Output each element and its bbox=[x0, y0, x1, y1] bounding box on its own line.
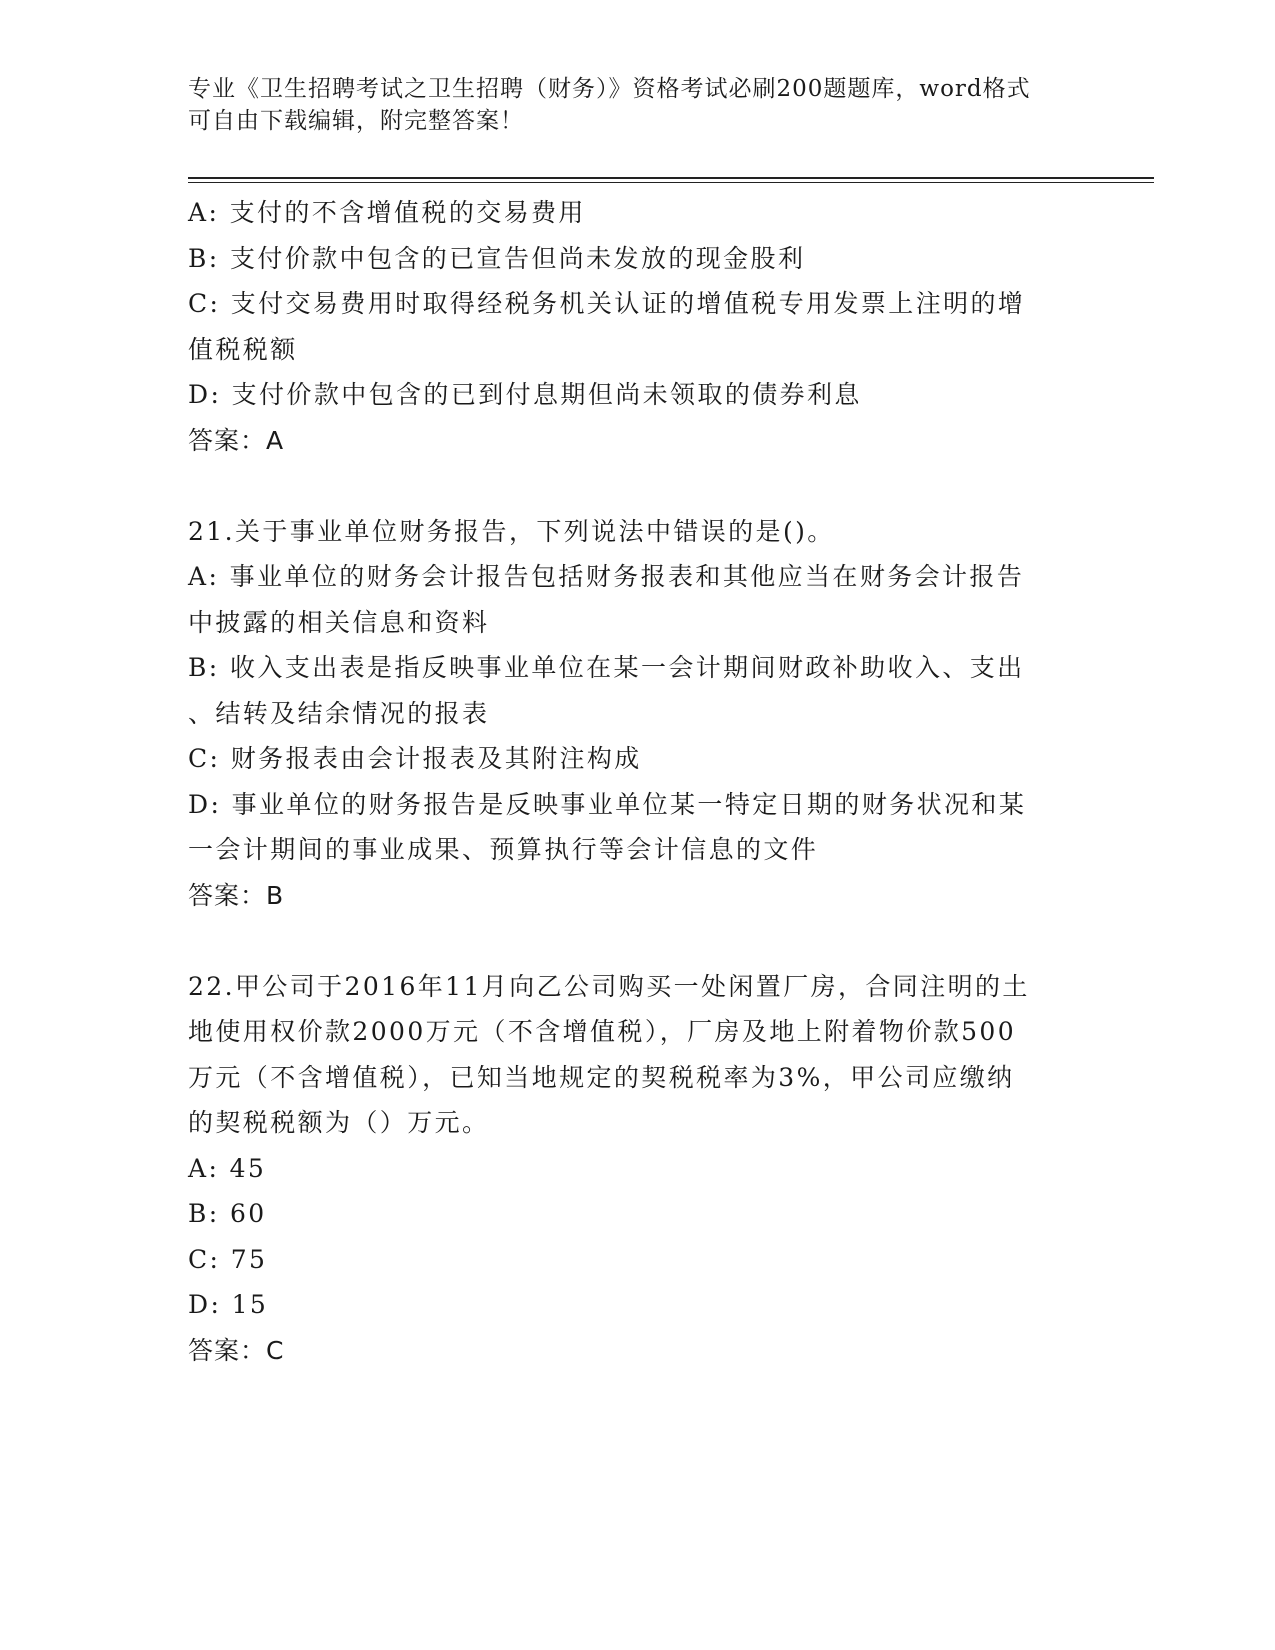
option-c bbox=[188, 1237, 1078, 1283]
option-line: A: 事业单位的财务会计报告包括财务报表和其他应当在财务会计报告 bbox=[188, 562, 1025, 591]
option-a bbox=[188, 554, 1078, 645]
option-line: B: 60 bbox=[188, 1199, 267, 1228]
option-line: A: 支付的不含增值税的交易费用 bbox=[188, 198, 586, 227]
option-b bbox=[188, 1191, 1078, 1237]
answer-line: 答案：A bbox=[188, 425, 285, 455]
option-line: B: 支付价款中包含的已宣告但尚未发放的现金股利 bbox=[188, 243, 806, 273]
option-d bbox=[188, 782, 1078, 873]
option-line: D: 支付价款中包含的已到付息期但尚未领取的债券利息 bbox=[188, 380, 862, 409]
spacer bbox=[188, 918, 1078, 964]
answer-line: 答案：C bbox=[188, 1335, 285, 1365]
question-21 bbox=[188, 509, 1078, 919]
document-header bbox=[188, 73, 1078, 137]
option-line: C: 财务报表由会计报表及其附注构成 bbox=[188, 744, 642, 773]
question-stem: 万元（不含增值税），已知当地规定的契税税率为3%，甲公司应缴纳 bbox=[188, 1062, 1015, 1092]
option-b bbox=[188, 236, 1078, 282]
question-22 bbox=[188, 964, 1078, 1374]
option-line: 一会计期间的事业成果、预算执行等会计信息的文件 bbox=[188, 835, 819, 864]
spacer bbox=[188, 463, 1078, 509]
header-divider-thin bbox=[188, 182, 1154, 183]
option-line: 值税税额 bbox=[188, 334, 298, 364]
option-line: C: 75 bbox=[188, 1244, 268, 1274]
question-stem: 22.甲公司于2016年11月向乙公司购买一处闲置厂房，合同注明的土 bbox=[188, 971, 1030, 1001]
option-line: A: 45 bbox=[188, 1153, 267, 1183]
option-a bbox=[188, 190, 1078, 236]
option-line: D: 15 bbox=[188, 1290, 269, 1319]
question-stem: 的契税税额为（）万元。 bbox=[188, 1108, 490, 1137]
option-line: C: 支付交易费用时取得经税务机关认证的增值税专用发票上注明的增 bbox=[188, 289, 1026, 318]
option-line: 中披露的相关信息和资料 bbox=[188, 607, 490, 637]
header-line-1: 专业《卫生招聘考试之卫生招聘（财务）》资格考试必刷200题题库，word格式 bbox=[188, 76, 1031, 102]
option-line: 、结转及结余情况的报表 bbox=[188, 698, 490, 728]
option-b bbox=[188, 645, 1078, 736]
option-d bbox=[188, 372, 1078, 418]
question-20 bbox=[188, 190, 1078, 463]
option-line: D: 事业单位的财务报告是反映事业单位某一特定日期的财务状况和某 bbox=[188, 789, 1027, 819]
option-d bbox=[188, 1282, 1078, 1328]
question-content bbox=[188, 190, 1078, 1373]
option-c bbox=[188, 281, 1078, 372]
option-c bbox=[188, 736, 1078, 782]
answer-line: 答案：B bbox=[188, 880, 285, 910]
option-line: B: 收入支出表是指反映事业单位在某一会计期间财政补助收入、支出 bbox=[188, 653, 1025, 682]
option-a bbox=[188, 1146, 1078, 1192]
header-divider-thick bbox=[188, 177, 1154, 179]
question-stem: 地使用权价款2000万元（不含增值税），厂房及地上附着物价款500 bbox=[188, 1017, 1017, 1046]
question-stem: 21.关于事业单位财务报告，下列说法中错误的是()。 bbox=[188, 516, 835, 546]
header-line-2: 可自由下载编辑，附完整答案！ bbox=[188, 108, 524, 134]
